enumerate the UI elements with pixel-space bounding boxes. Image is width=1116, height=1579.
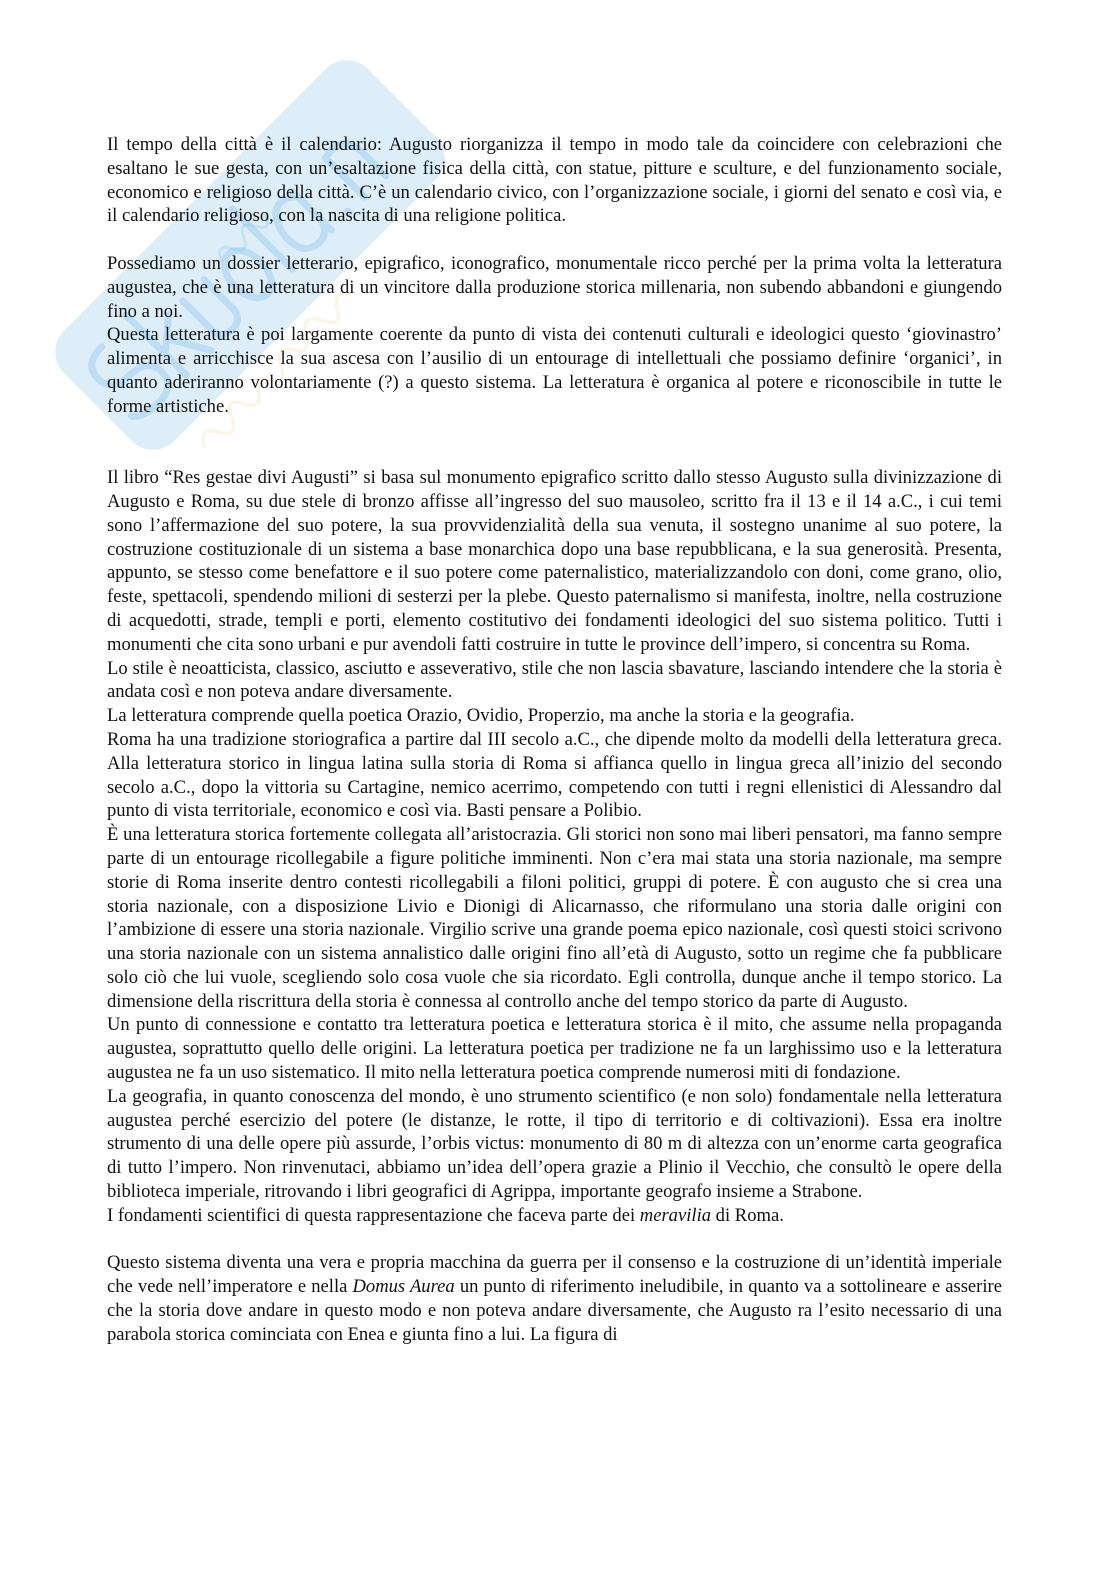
paragraph-text: I fondamenti scientifici di questa rappresentazione che faceva parte dei bbox=[107, 1204, 640, 1226]
paragraph-spacer bbox=[107, 228, 1002, 252]
paragraph-geografia: La geografia, in quanto conoscenza del mondo, è uno strumento scientifico (e non solo) fondamentale nella letteratura augustea perché esercizio del potere (le distanze, le rotte, il tipo di territorio e di coltivazioni). Essa era inoltre strumento di una delle opere più assurde, l’orbis victus: monumento di 80 m di altezza con un’enorme carta geografica di tutto l’impero. Non rinvenutaci, abbiamo un’idea dell’opera grazie a Plinio il Vecchio, che consultò le opere della biblioteca imperiale, ritrovando i libri geografici di Agrippa, importante geografo insieme a Strabone. bbox=[107, 1085, 1002, 1203]
paragraph-storiografia: Roma ha una tradizione storiografica a partire dal III secolo a.C., che dipende molto da modelli della letteratura greca. Alla letteratura storico in lingua latina sulla storia di Roma si affianca quello in lingua greca all’inizio del secondo secolo a.C., dopo la vittoria su Cartagine, nemico acerrimo, competendo con tutti i regni ellenistici di Alessandro dal punto di vista territoriale, economico e così via. Basti pensare a Polibio. bbox=[107, 728, 1002, 822]
paragraph-letteratura-poetica: La letteratura comprende quella poetica Orazio, Ovidio, Properzio, ma anche la storia e la geografia. bbox=[107, 705, 855, 727]
italic-term: Domus Aurea bbox=[352, 1276, 455, 1298]
paragraph-text: un punto di riferimento ineludibile, in quanto va a sottolineare e asserire che la storia dove andare in questo modo e non poteva andare diversamente, che Augusto ra l’esito necessario di una parabola storica cominciata con Enea e giunta fino a lui. La figura di bbox=[107, 1276, 1002, 1345]
paragraph-aristocrazia: È una letteratura storica fortemente collegata all’aristocrazia. Gli storici non sono mai liberi pensatori, ma fanno sempre parte di un entourage ricollegabile a figure politiche imminenti. Non c’era mai stata una storia nazionale, ma sempre storie di Roma inserite dentro contesti ricollegabili a filoni politici, gruppi di potere. È con augusto che si crea una storia nazionale, con a disposizione Livio e Dionigi di Alicarnasso, che riformulano una storia dalle origini con l’ambizione di essere una storia nazionale. Virgilio scrive una grande poema epico nazionale, così questi stoici scrivono una storia nazionale con un sistema annalistico dalle origini fino all’età di Augusto, sotto un regime che fa pubblicare solo ciò che lui vuole, scegliendo solo cosa vuole che sia ricordato. Egli controlla, dunque anche il tempo storico. La dimensione della riscrittura della storia è connessa al controllo anche del tempo storico da parte di Augusto. bbox=[107, 824, 1002, 1012]
italic-term: meravilia bbox=[639, 1204, 712, 1226]
paragraph-dossier: Possediamo un dossier letterario, epigrafico, iconografico, monumentale ricco perché per la prima volta la letteratura augustea, che è una letteratura di un vincitore dalla produzione storica millenaria, non subendo abbandoni e giungendo fino a noi. bbox=[107, 252, 1002, 322]
paragraph-res-gestae: Il libro “Res gestae divi Augusti” si basa sul monumento epigrafico scritto dallo stesso Augusto sulla divinizzazione di Augusto e Roma, su due stele di bronzo affisse all’ingresso del suo mausoleo, scritto fra il 13 e il 14 a.C., i cui temi sono l’affermazione del suo potere, la sua provvidenzialità della sua venuta, il sostegno unanime al suo potere, la costruzione costituzionale di un sistema a base monarchica dopo una base repubblicana, e la sua generosità. Presenta, appunto, se stesso come benefattore e il suo potere come paternalistico, materializzandolo con doni, come grano, olio, feste, spettacoli, spendendo milioni di sesterzi per la plebe. Questo paternalismo si manifesta, inoltre, nella costruzione di acquedotti, strade, templi e porti, elemento costitutivo dei fondamenti ideologici del suo sistema politico. Tutti i monumenti che cita sono urbani e pur avendoli fatti costruire in tutte le province dell’impero, si concentra su Roma. bbox=[107, 467, 1002, 655]
paragraph-spacer bbox=[107, 419, 1002, 467]
paragraph-stile: Lo stile è neoatticista, classico, asciutto e asseverativo, stile che non lascia sbavature, lasciando intendere che la storia è andata così e non poteva andare diversamente. bbox=[107, 657, 1002, 703]
paragraph-letteratura-organica: Questa letteratura è poi largamente coerente da punto di vista dei contenuti culturali e ideologici questo ‘giovinastro’ alimenta e arricchisce la sua ascesa con l’ausilio di un entourage di intellettuali che possiamo definire ‘organici’, in quanto aderiranno volontariamente (?) a questo sistema. La letteratura è organica al potere e riconoscibile in tutte le forme artistiche. bbox=[107, 324, 1002, 417]
document-body bbox=[107, 133, 1002, 1347]
paragraph-text: di Roma. bbox=[711, 1204, 784, 1226]
paragraph-text: Questo sistema diventa una vera e propria macchina da guerra per il consenso e la costruzione di un’identità imperiale che vede nell’imperatore e nella bbox=[107, 1252, 1002, 1298]
paragraph-calendario: Il tempo della città è il calendario: Augusto riorganizza il tempo in modo tale da coincidere con celebrazioni che esaltano le sue gesta, con un’esaltazione fisica della città, con statue, pitture e sculture, e del funzionamento sociale, economico e religioso della città. C’è un calendario civico, con l’organizzazione sociale, i giorni del senato e così via, e il calendario religioso, con la nascita di una religione politica. bbox=[107, 134, 1002, 227]
paragraph-mito: Un punto di connessione e contatto tra letteratura poetica e letteratura storica è il mito, che assume nella propaganda augustea, soprattutto quello delle origini. La letteratura poetica per tradizione ne fa un larghissimo uso e la letteratura augustea ne fa un uso sistematico. Il mito nella letteratura poetica comprende numerosi miti di fondazione. bbox=[107, 1014, 1002, 1084]
paragraph-macchina-consenso bbox=[107, 1251, 1002, 1346]
paragraph-spacer bbox=[107, 1228, 1002, 1252]
paragraph-meravilia bbox=[107, 1204, 1002, 1228]
